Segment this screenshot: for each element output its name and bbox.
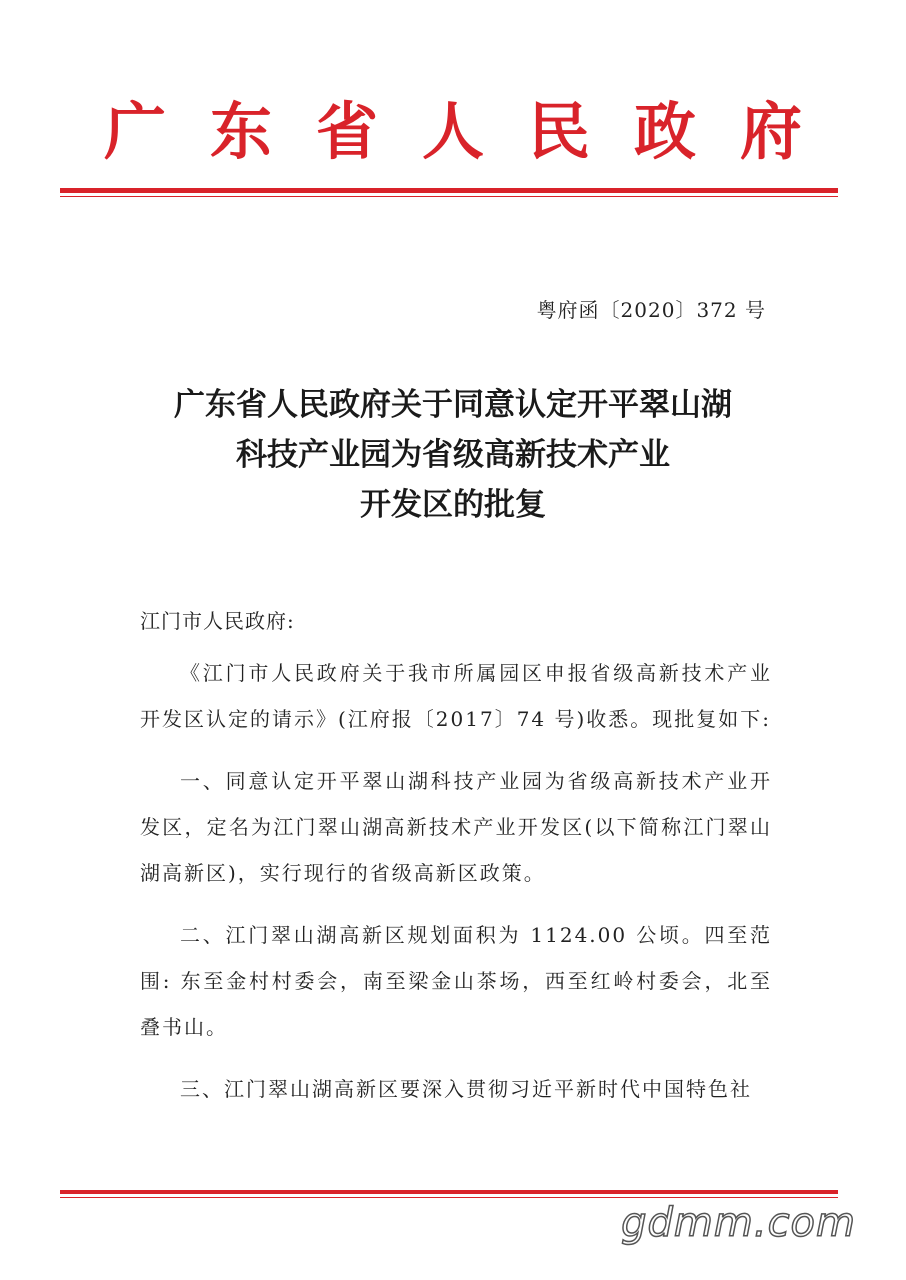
title-line: 开发区的批复 xyxy=(360,487,546,523)
paragraph: 一、同意认定开平翠山湖科技产业园为省级高新技术产业开发区，定名为江门翠山湖高新技术产业开发区(以下简称江门翠山湖高新区)，实行现行的省级高新区政策。 xyxy=(140,769,772,885)
watermark: gdmm.com xyxy=(621,1200,856,1246)
masthead-redline xyxy=(60,188,838,193)
paragraph: 二、江门翠山湖高新区规划面积为 1124.00 公顷。四至范围: 东至金村村委会，南至梁金山茶场，西至红岭村委会，北至叠书山。 xyxy=(140,923,772,1039)
paragraph: 三、江门翠山湖高新区要深入贯彻习近平新时代中国特色社 xyxy=(180,1077,752,1101)
title-line: 广东省人民政府关于同意认定开平翠山湖 xyxy=(174,387,732,423)
document-body xyxy=(140,650,772,1128)
document-number: 粤府函〔2020〕372 号 xyxy=(536,298,766,322)
footer-redline-thin xyxy=(60,1197,838,1198)
masthead-redline-thin xyxy=(60,196,838,197)
footer-redline xyxy=(60,1190,838,1194)
masthead: 广东省人民政府 xyxy=(103,95,846,168)
paragraph: 《江门市人民政府关于我市所属园区申报省级高新技术产业开发区认定的请示》(江府报〔2017〕74 号)收悉。现批复如下: xyxy=(140,661,772,731)
addressee: 江门市人民政府: xyxy=(140,609,295,633)
title-line: 科技产业园为省级高新技术产业 xyxy=(236,437,670,473)
document-title xyxy=(0,380,906,530)
